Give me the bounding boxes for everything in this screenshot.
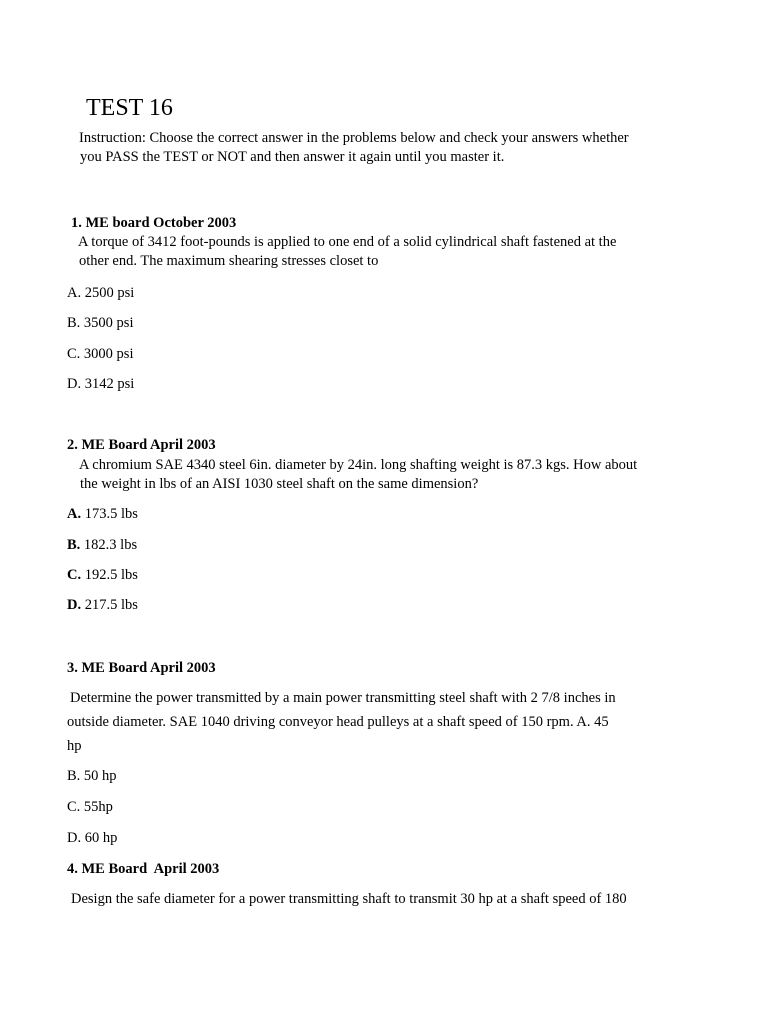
question-2-option-a — [67, 505, 138, 524]
question-3-heading: 3. ME Board April 2003 — [67, 660, 216, 676]
question-2-option-b — [67, 536, 137, 555]
instruction-line-2: you PASS the TEST or NOT and then answer it again until you master it. — [80, 149, 505, 165]
question-1-text-line-2: other end. The maximum shearing stresses closet to — [79, 253, 379, 269]
page-title: TEST 16 — [86, 95, 173, 121]
question-3-option-c: C. 55hp — [67, 799, 113, 815]
question-3-option-b: B. 50 hp — [67, 768, 117, 784]
question-2-text-line-2: the weight in lbs of an AISI 1030 steel shaft on the same dimension? — [80, 476, 479, 492]
question-2-option-d — [67, 596, 138, 615]
question-2-option-c — [67, 566, 138, 585]
option-text: 192.5 lbs — [81, 567, 138, 583]
question-4-text-line-1: Design the safe diameter for a power transmitting shaft to transmit 30 hp at a shaft speed of 180 — [71, 891, 627, 907]
question-1-option-d: D. 3142 psi — [67, 376, 135, 392]
question-2-heading: 2. ME Board April 2003 — [67, 437, 216, 453]
option-letter: D. — [67, 597, 82, 613]
option-text: 173.5 lbs — [81, 506, 138, 522]
question-3-text-line-2: outside diameter. SAE 1040 driving conveyor head pulleys at a shaft speed of 150 rpm. A. 45 — [67, 714, 609, 730]
question-2-text-line-1: A chromium SAE 4340 steel 6in. diameter by 24in. long shafting weight is 87.3 kgs. How about — [79, 457, 638, 473]
option-letter: B. — [67, 537, 81, 553]
option-text: 182.3 lbs — [80, 537, 138, 553]
question-3-text-line-1: Determine the power transmitted by a main power transmitting steel shaft with 2 7/8 inches in — [70, 690, 616, 706]
option-letter: C. — [67, 567, 82, 583]
question-1-option-a: A. 2500 psi — [67, 285, 135, 301]
question-1-text-line-1: A torque of 3412 foot-pounds is applied to one end of a solid cylindrical shaft fastened at the — [78, 234, 617, 250]
question-3-option-d: D. 60 hp — [67, 830, 118, 846]
question-1-option-b: B. 3500 psi — [67, 315, 134, 331]
instruction-line-1: Instruction: Choose the correct answer in the problems below and check your answers whether — [79, 130, 629, 146]
question-3-text-line-3: hp — [67, 738, 82, 754]
question-4-heading: 4. ME Board April 2003 — [67, 861, 220, 877]
question-1-option-c: C. 3000 psi — [67, 346, 134, 362]
option-letter: A. — [67, 506, 82, 522]
question-1-heading: 1. ME board October 2003 — [71, 215, 237, 231]
option-text: 217.5 lbs — [81, 597, 138, 613]
